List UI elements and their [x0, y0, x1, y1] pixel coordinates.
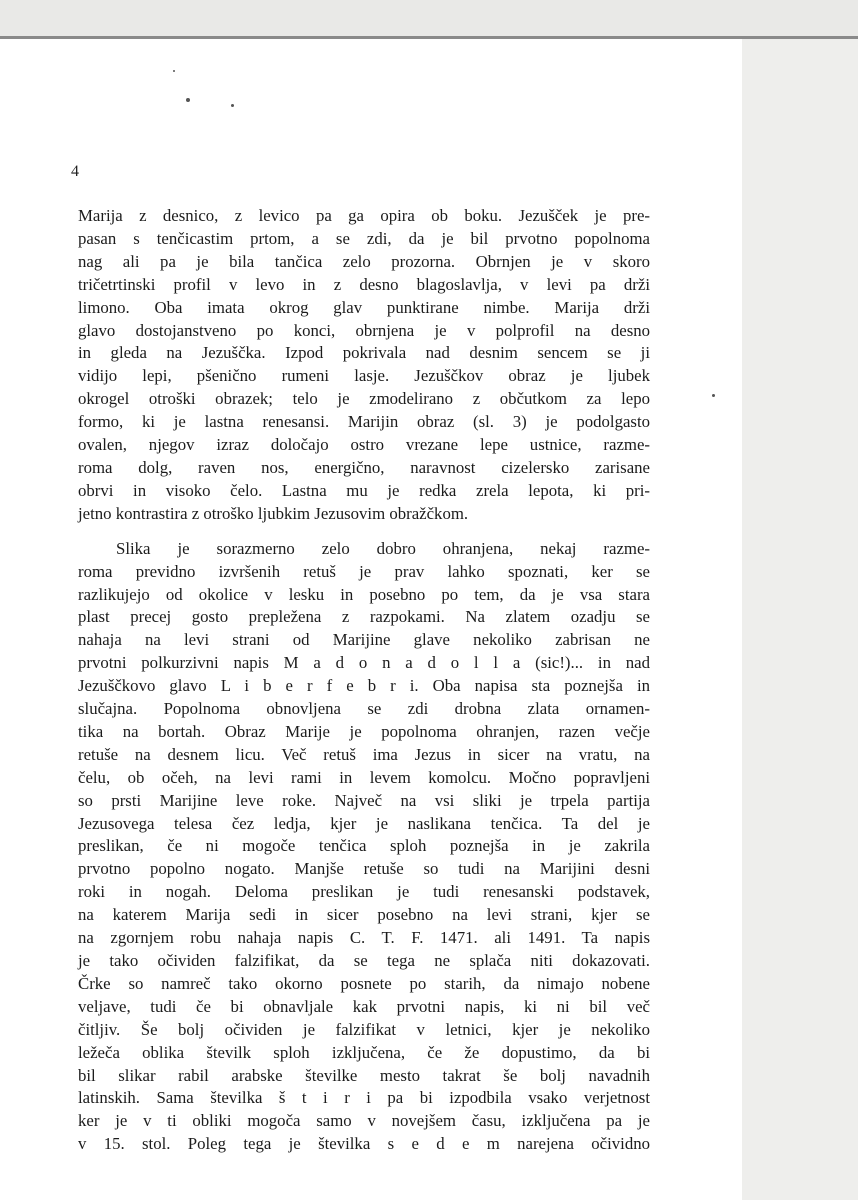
text-line: jetno kontrastira z otroško ljubkim Jezusovim obražčkom.: [78, 503, 469, 523]
text-line: Črke so namreč tako okorno posnete po starih, da nimajo nobene: [78, 973, 650, 993]
paragraph-1: [78, 205, 650, 526]
text-line: Jezuščkovo glavo L i b e r f e b r i. Oba napisa sta poznejša in: [78, 676, 650, 696]
dust-speck: [186, 98, 190, 102]
text-line: ovalen, njegov izraz določajo ostro vrezane lepe ustnice, razme-: [78, 435, 650, 455]
text-line: veljave, tudi če bi obnavljale kak prvotni napis, ki ni bil več: [78, 996, 650, 1016]
text-line: razlikujejo od okolice v lesku in posebno po tem, da je vsa stara: [78, 584, 650, 604]
paragraph-gap: [78, 526, 650, 538]
text-line: tika na bortah. Obraz Marije je popolnoma ohranjen, razen večje: [78, 721, 650, 741]
text-line: tričetrtinski profil v levo in z desno blagoslavlja, v levi pa drži: [78, 274, 650, 294]
text-line: ležeča oblika številk sploh izključena, če že dopustimo, da bi: [78, 1042, 650, 1062]
text-line: latinskih. Sama številka š t i r i pa bi izpodbila vsako verjetnost: [78, 1088, 650, 1108]
text-line: v 15. stol. Poleg tega je številka s e d e m narejena očividno: [78, 1134, 650, 1154]
page-shadow-right: [742, 39, 858, 1200]
dust-speck: [173, 70, 175, 72]
text-line: bil slikar rabil arabske številke mesto takrat še bolj navadnih: [78, 1065, 650, 1085]
text-line: nahaja na levi strani od Marijine glave nekoliko zabrisan ne: [78, 630, 650, 650]
text-line: glavo dostojanstveno po konci, obrnjena je v polprofil na desno: [78, 320, 650, 340]
text-line: prvotno popolno nogato. Manjše retuše so tudi na Marijini desni: [78, 859, 650, 879]
text-line: vidijo lepi, pšenično rumeni lasje. Jezuščkov obraz je ljubek: [78, 366, 650, 386]
text-line: okrogel otroški obrazek; telo je zmodelirano z občutkom za lepo: [78, 389, 650, 409]
text-line: je tako očividen falzifikat, da se tega ne splača niti dokazovati.: [78, 951, 650, 970]
text-line: prvotni polkurzivni napis M a d o n a d o l l a (sic!)... in nad: [78, 653, 650, 673]
dust-speck: [712, 394, 715, 397]
text-line: na katerem Marija sedi in sicer posebno na levi strani, kjer se: [78, 905, 650, 925]
text-line: Slika je sorazmerno zelo dobro ohranjena, nekaj razme-: [116, 538, 650, 558]
text-line: in gleda na Jezuščka. Izpod pokrivala nad desnim sencem se ji: [78, 343, 650, 363]
dust-speck: [231, 104, 234, 107]
text-line: slučajna. Popolnoma obnovljena se zdi drobna zlata ornamen-: [78, 699, 650, 719]
text-line: so prsti Marijine leve roke. Največ na vsi sliki je trpela partija: [78, 790, 650, 810]
text-line: Marija z desnico, z levico pa ga opira ob boku. Jezušček je pre-: [78, 206, 650, 225]
text-line: ker je v ti obliki mogoča samo v novejšem času, izključena pa je: [78, 1111, 650, 1131]
body-text: [78, 205, 650, 1156]
paragraph-2: [78, 538, 650, 1156]
text-line: plast precej gosto prepležena z razpokami. Na zlatem ozadju se: [78, 607, 650, 627]
text-line: čitljiv. Še bolj očividen je falzifikat v letnici, kjer je nekoliko: [78, 1019, 650, 1039]
text-line: na zgornjem robu nahaja napis C. T. F. 1471. ali 1491. Ta napis: [78, 928, 650, 948]
text-line: limono. Oba imata okrog glav punktirane nimbe. Marija drži: [78, 297, 650, 317]
text-line: roma dolg, raven nos, energično, naravnost cizelersko zarisane: [78, 457, 650, 477]
text-line: čelu, ob očeh, na levi rami in levem komolcu. Močno popravljeni: [78, 767, 650, 787]
text-line: nag ali pa je bila tančica zelo prozorna. Obrnjen je v skoro: [78, 251, 650, 271]
scan-background-top: [0, 0, 858, 36]
text-line: pasan s tenčicastim prtom, a se zdi, da je bil prvotno popolnoma: [78, 228, 650, 248]
text-line: preslikan, če ni mogoče tenčica sploh poznejša in je zakrila: [78, 836, 650, 856]
text-line: retuše na desnem licu. Več retuš ima Jezus in sicer na vratu, na: [78, 744, 650, 764]
text-line: roma previdno izvršenih retuš je prav lahko spoznati, ker se: [78, 561, 650, 581]
text-line: formo, ki je lastna renesansi. Marijin obraz (sl. 3) je podolgasto: [78, 412, 650, 432]
text-line: roki in nogah. Deloma preslikan je tudi renesanski podstavek,: [78, 882, 650, 902]
text-line: obrvi in visoko čelo. Lastna mu je redka zrela lepota, ki pri-: [78, 480, 650, 500]
text-line: Jezusovega telesa čez ledja, kjer je naslikana tenčica. Ta del je: [78, 813, 650, 833]
page-number: 4: [71, 163, 79, 180]
